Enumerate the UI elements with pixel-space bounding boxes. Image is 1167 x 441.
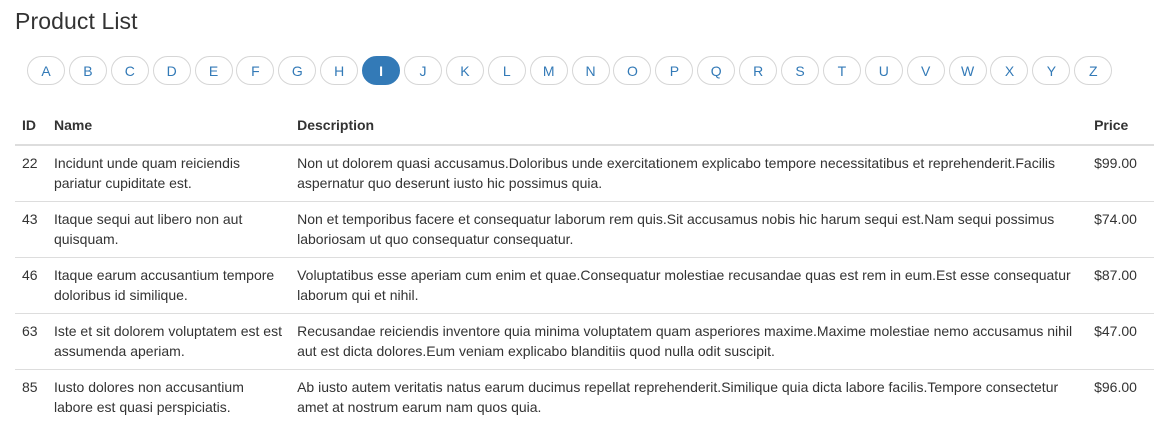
letter-button-o[interactable]: O — [613, 56, 651, 85]
letter-button-c[interactable]: C — [111, 56, 149, 85]
page-title: Product List — [15, 8, 138, 34]
cell-id: 46 — [15, 257, 47, 313]
letter-button-h[interactable]: H — [320, 56, 358, 85]
cell-price: $74.00 — [1087, 201, 1154, 257]
cell-name: Iste et sit dolorem voluptatem est est assumenda aperiam. — [47, 313, 290, 369]
cell-name: Iusto dolores non accusantium labore est quasi perspiciatis. — [53, 378, 244, 415]
cell-name: Incidunt unde quam reiciendis pariatur cupiditate est. — [47, 145, 290, 202]
table-header-row — [15, 107, 1154, 145]
letter-button-a[interactable]: A — [27, 56, 65, 85]
cell-description: Ab iusto autem veritatis natus earum ducimus repellat reprehenderit.Similique quia dicta labore facilis.Tempore consectetur amet at nostrum earum nam quos quia. — [297, 378, 1059, 415]
cell-id: 63 — [15, 313, 47, 369]
cell-id: 43 — [15, 201, 47, 257]
cell-description: Non et temporibus facere et consequatur laborum rem quis.Sit accusamus nobis hic harum sequi est.Nam sequi possimus laboriosam ut quo consequatur consequatur. — [290, 201, 1087, 257]
letter-button-l[interactable]: L — [488, 56, 526, 85]
cell-name: Itaque earum accusantium tempore doloribus id similique. — [47, 257, 290, 313]
letter-button-s[interactable]: S — [781, 56, 819, 85]
letter-button-j[interactable]: J — [404, 56, 442, 85]
letter-button-b[interactable]: B — [69, 56, 107, 85]
cell-description: Voluptatibus esse aperiam cum enim et quae.Consequatur molestiae recusandae quas est rem in eum.Est esse consequatur laborum qui et nihil. — [290, 257, 1087, 313]
table-row — [15, 201, 1154, 257]
cell-description: Recusandae reiciendis inventore quia minima voluptatem quam asperiores maxime.Maxime molestiae nemo accusamus nihil aut est dicta dolores.Eum veniam explicabo blanditiis quod nulla odit suscipit. — [290, 313, 1087, 369]
letter-button-q[interactable]: Q — [697, 56, 735, 85]
letter-button-f[interactable]: F — [236, 56, 274, 85]
header-name: Name — [47, 107, 290, 145]
letter-button-u[interactable]: U — [865, 56, 903, 85]
letter-button-t[interactable]: T — [823, 56, 861, 85]
letter-button-i[interactable]: I — [362, 56, 400, 85]
letter-button-n[interactable]: N — [572, 56, 610, 85]
table-row — [15, 257, 1154, 313]
letter-filter-bar — [27, 56, 1112, 85]
header-description: Description — [290, 107, 1087, 145]
letter-button-v[interactable]: V — [907, 56, 945, 85]
table-row — [15, 145, 1154, 202]
cell-description: Non ut dolorem quasi accusamus.Doloribus unde exercitationem explicabo tempore necessitatibus et reprehenderit.Facilis aspernatur quo deserunt iusto hic possimus quia. — [290, 145, 1087, 202]
cell-name: Itaque sequi aut libero non aut quisquam. — [47, 201, 290, 257]
letter-button-m[interactable]: M — [530, 56, 568, 85]
cell-id: 85 — [22, 378, 38, 395]
letter-button-x[interactable]: X — [990, 56, 1028, 85]
letter-button-k[interactable]: K — [446, 56, 484, 85]
cell-price: $99.00 — [1087, 145, 1154, 202]
header-price: Price — [1087, 107, 1154, 145]
product-table — [15, 107, 1154, 425]
cell-price: $96.00 — [1094, 378, 1137, 395]
table-row — [15, 369, 1154, 425]
letter-button-r[interactable]: R — [739, 56, 777, 85]
table-row — [15, 313, 1154, 369]
header-id: ID — [15, 107, 47, 145]
cell-price: $87.00 — [1087, 257, 1154, 313]
letter-button-e[interactable]: E — [195, 56, 233, 85]
letter-button-d[interactable]: D — [153, 56, 191, 85]
table-body — [15, 145, 1154, 425]
letter-button-z[interactable]: Z — [1074, 56, 1112, 85]
letter-button-p[interactable]: P — [655, 56, 693, 85]
letter-button-y[interactable]: Y — [1032, 56, 1070, 85]
cell-price: $47.00 — [1087, 313, 1154, 369]
letter-button-g[interactable]: G — [278, 56, 316, 85]
cell-id: 22 — [15, 145, 47, 202]
letter-button-w[interactable]: W — [949, 56, 987, 85]
